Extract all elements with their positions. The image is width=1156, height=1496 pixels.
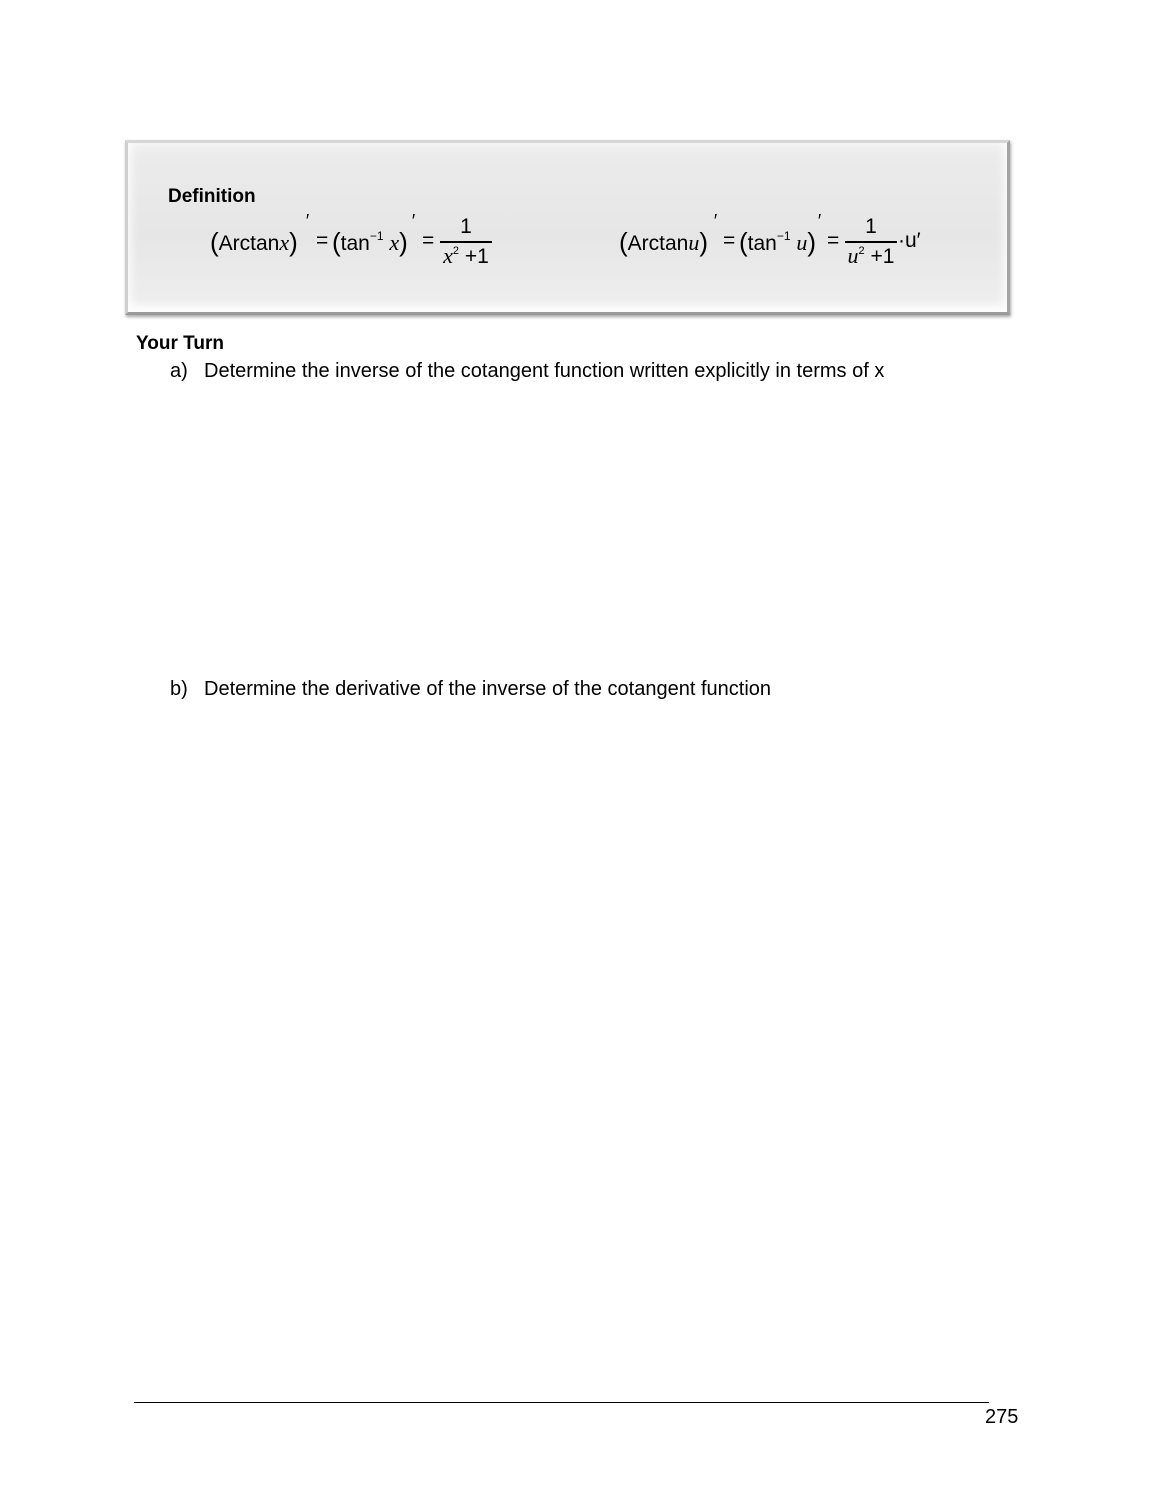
formula-x-equals-2: = xyxy=(422,229,435,252)
formula-u-fraction xyxy=(845,215,897,271)
definition-box xyxy=(125,140,1010,315)
formula-x-denominator: $x^2 +1$ xyxy=(443,242,489,268)
formula-u-equals-2: = xyxy=(827,229,840,252)
formula-u-prime-1: ′ xyxy=(713,211,717,231)
formula-x-lhs: (Arctanx) xyxy=(210,227,298,257)
question-text: Determine the derivative of the inverse of the cotangent function xyxy=(204,678,772,700)
formula-u-denominator: $u^2 +1$ xyxy=(847,242,895,268)
formula-x-prime-1: ′ xyxy=(305,211,309,231)
formula-u-tail: ·u′ xyxy=(898,229,921,252)
formula-x-numerator: 1 xyxy=(460,215,472,238)
formula-x-equals-1: = xyxy=(316,229,329,252)
question-marker: b) xyxy=(170,678,188,700)
definition-title: Definition xyxy=(168,186,256,207)
arctan-x-derivative-formula xyxy=(210,211,510,279)
your-turn-heading: Your Turn xyxy=(136,333,224,354)
formula-u-lhs: (Arctanu) xyxy=(619,227,709,257)
formula-x-prime-2: ′ xyxy=(411,211,415,231)
formula-u-prime-2: ′ xyxy=(817,211,821,231)
formula-x-middle: ($\tan^{-1}$ x) xyxy=(332,227,408,257)
formula-u-middle: ($\tan^{-1}$ u) xyxy=(739,227,817,257)
question-marker: a) xyxy=(170,360,188,382)
formula-u-equals-1: = xyxy=(723,229,736,252)
page-number: 275 xyxy=(985,1406,1019,1428)
formula-u-numerator: 1 xyxy=(865,215,877,238)
formula-x-fraction xyxy=(440,215,492,271)
question-text: Determine the inverse of the cotangent function written explicitly in terms of x xyxy=(204,360,885,382)
footer-rule xyxy=(134,1402,989,1403)
arctan-u-derivative-formula xyxy=(619,211,939,279)
